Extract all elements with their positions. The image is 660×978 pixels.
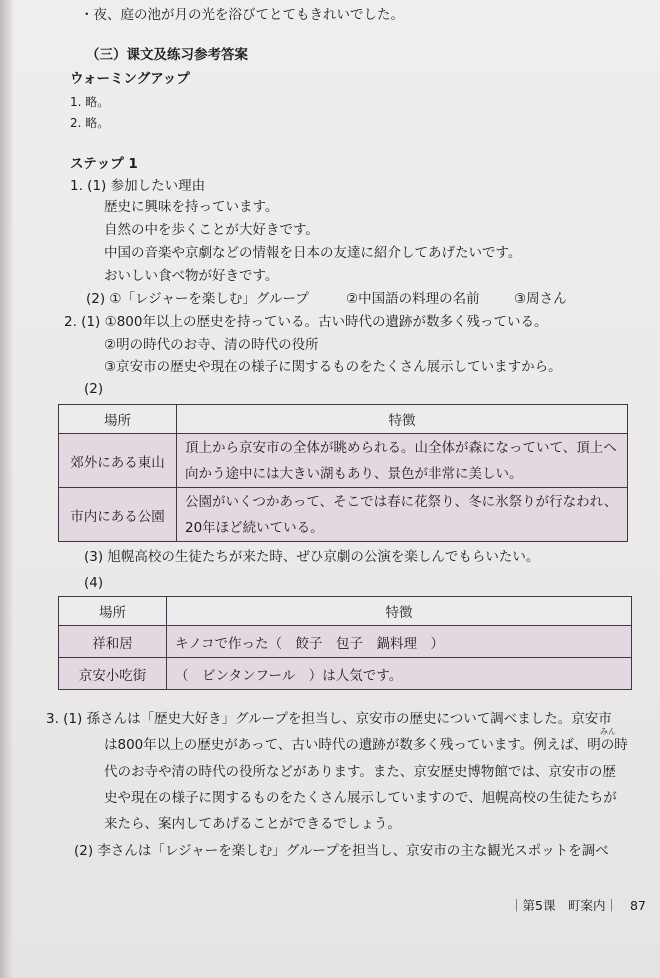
table2-header-feature: 特徴 bbox=[167, 597, 632, 626]
page-number: 87 bbox=[629, 898, 646, 913]
page-fold-shadow bbox=[0, 0, 14, 978]
q2-1-c: ③京安市の歴史や現在の様子に関するものをたくさん展示していますから。 bbox=[104, 359, 562, 375]
q2-2-label: (2) bbox=[84, 381, 104, 397]
table2-place-2: 京安小吃街 bbox=[59, 658, 167, 690]
page-footer bbox=[510, 896, 646, 914]
features-table-2 bbox=[58, 596, 632, 690]
q3-line-4: 史や現在の様子に関するものをたくさん展示していますので、旭幌高校の生徒たちが bbox=[104, 790, 617, 806]
q1-1-line-1: 歴史に興味を持っています。 bbox=[104, 199, 279, 215]
section-heading: （三）课文及练习参考答案 bbox=[86, 47, 248, 63]
footer-lesson: ｜第5课 町案内｜ bbox=[510, 898, 618, 913]
q3-line-3: 代のお寺や清の時代の役所などがあります。また、京安歴史博物館では、京安市の歴 bbox=[104, 764, 616, 780]
warmup-item-2: 2. 略。 bbox=[70, 116, 110, 130]
step1-title: ステップ 1 bbox=[70, 156, 138, 172]
q2-4-label: (4) bbox=[84, 575, 104, 591]
table2-header-place: 場所 bbox=[59, 597, 167, 626]
q3-line-2: は800年以上の歴史があって、古い時代の遺跡が数多く残っています。例えば、明の時 bbox=[104, 737, 628, 753]
table1-header-place: 場所 bbox=[59, 405, 177, 434]
q1-1-line-4: おいしい食べ物が好きです。 bbox=[104, 268, 279, 284]
q1-1-line-3: 中国の音楽や京劇などの情報を日本の友達に紹介してあげたいです。 bbox=[104, 245, 522, 261]
q2-3: (3) 旭幌高校の生徒たちが来た時、ぜひ京劇の公演を楽しんでもらいたい。 bbox=[84, 549, 540, 565]
table1-desc-1-line-2: 向かう途中には大きい湖もあり、景色が非常に美しい。 bbox=[185, 465, 523, 482]
q3-line-5: 来たら、案内してあげることができるでしょう。 bbox=[104, 816, 401, 832]
q1-1-line-2: 自然の中を歩くことが大好きです。 bbox=[104, 222, 319, 238]
ruby-min: みん bbox=[600, 727, 616, 736]
q1-1-label: 1. (1) 参加したい理由 bbox=[70, 178, 206, 194]
features-table-1 bbox=[58, 404, 628, 542]
warmup-item-1: 1. 略。 bbox=[70, 95, 110, 109]
q1-2-b: ②中国語の料理の名前 bbox=[346, 291, 480, 307]
table1-desc-2 bbox=[177, 488, 628, 542]
table1-header-feature: 特徴 bbox=[177, 405, 628, 434]
table1-place-1: 郊外にある東山 bbox=[59, 434, 177, 488]
table2-desc-2: （ ビンタンフール ）は人気です。 bbox=[167, 658, 632, 690]
q1-2-a: (2) ①「レジャーを楽しむ」グループ bbox=[86, 291, 309, 307]
table1-desc-1-line-1: 頂上から京安市の全体が眺められる。山全体が森になっていて、頂上へ bbox=[185, 439, 617, 456]
top-line: ・夜、庭の池が月の光を浴びてとてもきれいでした。 bbox=[80, 7, 404, 23]
table1-desc-2-line-2: 20年ほど続いている。 bbox=[185, 519, 324, 536]
q3-line-6: (2) 李さんは「レジャーを楽しむ」グループを担当し、京安市の主な観光スポットを調べ bbox=[74, 843, 609, 859]
q2-1-a: 2. (1) ①800年以上の歴史を持っている。古い時代の遺跡が数多く残っている。 bbox=[64, 314, 548, 330]
table1-desc-1 bbox=[177, 434, 628, 488]
q2-1-b: ②明の時代のお寺、清の時代の役所 bbox=[104, 337, 319, 353]
table2-place-1: 祥和居 bbox=[59, 626, 167, 658]
table1-desc-2-line-1: 公園がいくつかあって、そこでは春に花祭り、冬に氷祭りが行なわれ、 bbox=[185, 493, 618, 510]
table2-desc-1: キノコで作った（ 餃子 包子 鍋料理 ） bbox=[167, 626, 632, 658]
q3-line-1: 3. (1) 孫さんは「歴史大好き」グループを担当し、京安市の歴史について調べました。京安市 bbox=[46, 711, 612, 727]
q1-2-c: ③周さん bbox=[514, 291, 567, 307]
warmup-title: ウォーミングアップ bbox=[70, 71, 190, 87]
table1-place-2: 市内にある公園 bbox=[59, 488, 177, 542]
